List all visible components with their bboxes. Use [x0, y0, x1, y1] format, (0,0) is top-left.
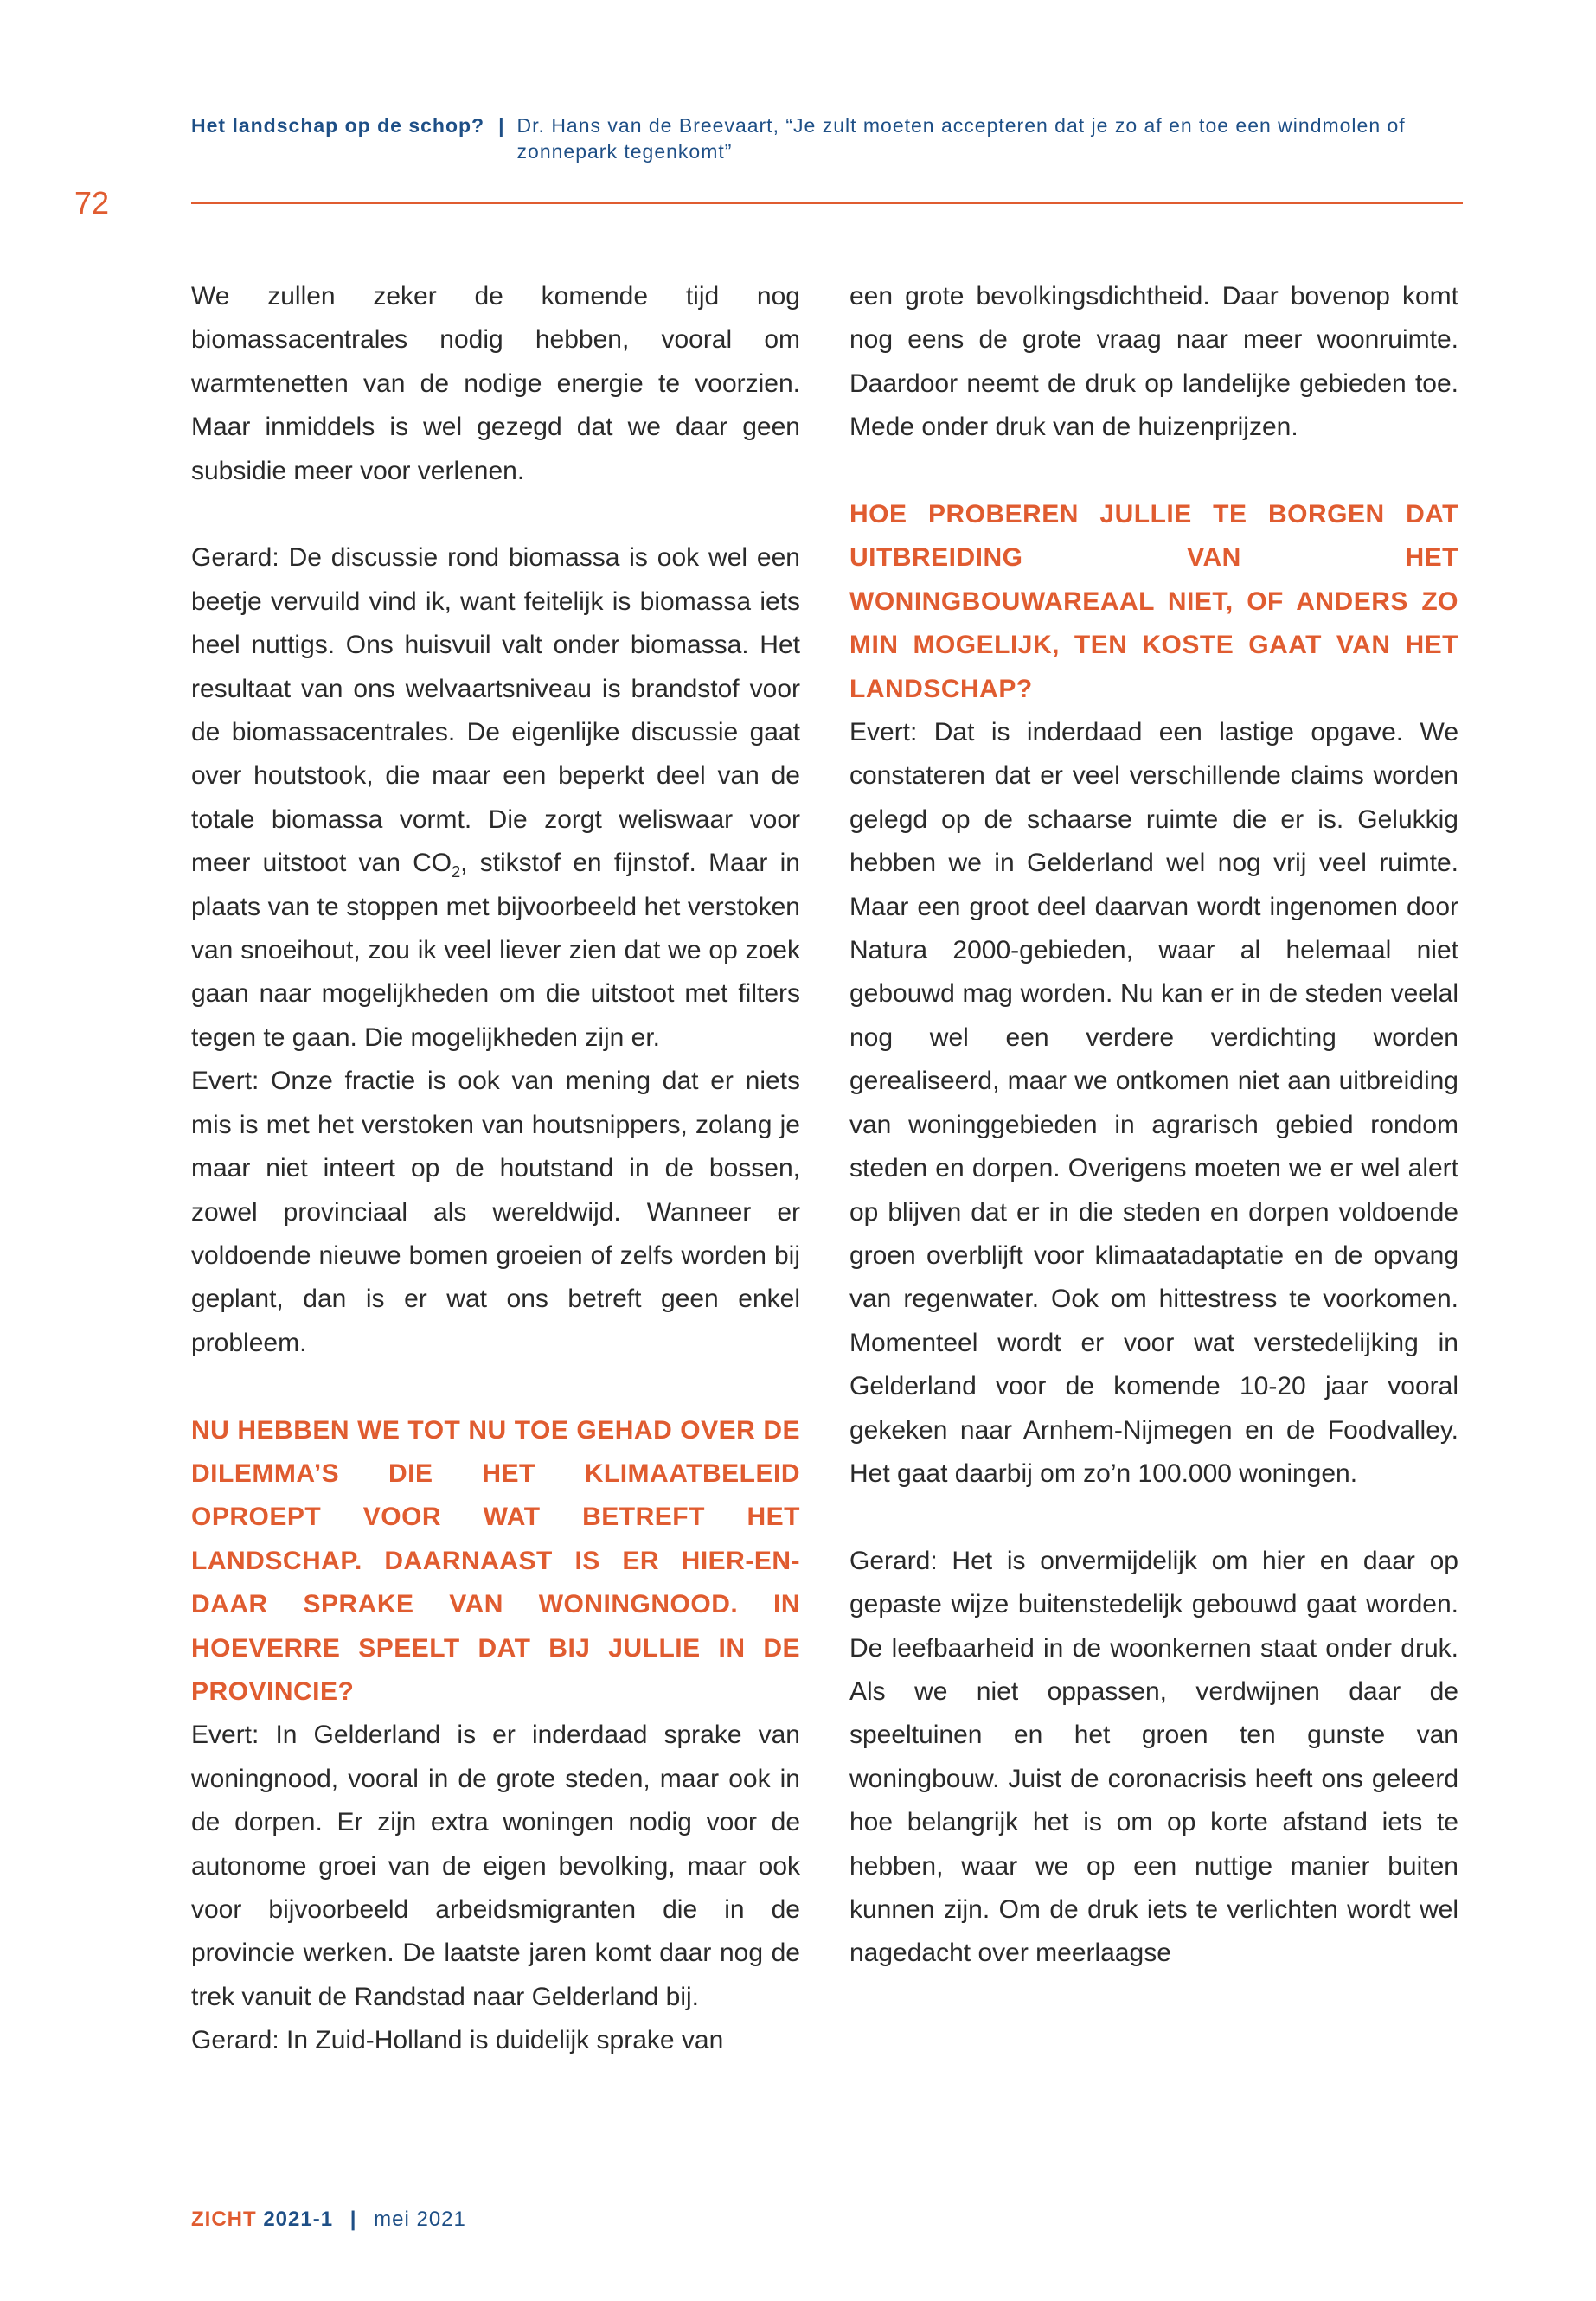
- paragraph: Evert: Onze fractie is ook van mening dat er niets mis is met het verstoken van houtsnippers, zolang je maar niet inteert op de houtstand in de bossen, zowel provinciaal als wereldwijd. Wanneer er voldoende nieuwe bomen groeien of zelfs worden bij geplant, dan is er wat ons betreft geen enkel probleem.: [191, 1067, 800, 1357]
- paragraph: Evert: Dat is inderdaad een lastige opgave. We constateren dat er veel verschillende claims worden gelegd op de schaarse ruimte die er is. Gelukkig hebben we in Gelderland wel nog vrij veel ruimte. Maar een groot deel daarvan wordt ingenomen door Natura 2000-gebieden, waar al helemaal niet gebouwd mag worden. Nu kan er in de steden veelal nog wel een verdere verdichting worden gerealiseerd, maar we ontkomen niet aan uitbreiding van woninggebieden in agrarisch gebied rondom steden en dorpen. Overigens moeten we er wel alert op blijven dat er in die steden en dorpen voldoende groen overblijft voor klimaatadaptatie en de opvang van regenwater. Ook om hittestress te voorkomen. Momenteel wordt er voor wat verstedelijking in Gelderland voor de komende 10-20 jaar vooral gekeken naar Arnhem-Nijmegen en de Foodvalley. Het gaat daarbij om zo’n 100.000 woningen.: [849, 718, 1458, 1488]
- footer-magazine: ZICHT: [191, 2208, 257, 2231]
- subscript: 2: [452, 863, 461, 881]
- text-run: , stikstof en fijnstof. Maar in plaats van te stoppen met bijvoorbeeld het verstoken van snoeihout, zou ik veel liever zien dat we op zoek gaan naar mogelijkheden om die uitstoot met filters tegen te gaan. Die mogelijkheden zijn er.: [191, 849, 800, 1052]
- paragraph: Evert: In Gelderland is er inderdaad sprake van woningnood, vooral in de grote steden, maar ook in de dorpen. Er zijn extra woningen nodig voor de autonome groei van de eigen bevolking, maar ook voor bijvoorbeeld arbeidsmigranten die in de provincie werken. De laatste jaren komt daar nog de trek vanuit de Randstad naar Gelderland bij.: [191, 1721, 800, 2011]
- paragraph-gap: [191, 1365, 800, 1408]
- footer-separator: |: [349, 2208, 357, 2231]
- footer-date: mei 2021: [374, 2208, 466, 2231]
- footer-issue: 2021-1: [263, 2208, 334, 2231]
- page-number: 72: [74, 185, 110, 221]
- paragraph: [191, 536, 800, 1060]
- interview-question: NU HEBBEN WE TOT NU TOE GEHAD OVER DE DILEMMA’S DIE HET KLIMAATBELEID OPROEPT VOOR WAT BETREFT HET LANDSCHAP. DAARNAAST IS ER HIER-EN-DAAR SPRAKE VAN WONINGNOOD. IN HOEVERRE SPEELT DAT BIJ JULLIE IN DE PROVINCIE?: [191, 1415, 800, 1706]
- interview-question: HOE PROBEREN JULLIE TE BORGEN DAT UITBREIDING VAN HET WONINGBOUWAREAAL NIET, OF ANDERS ZO MIN MOGELIJK, TEN KOSTE GAAT VAN HET LANDSCHAP?: [849, 500, 1458, 703]
- page-footer: [191, 2208, 466, 2232]
- header-rule: [191, 202, 1463, 204]
- paragraph: een grote bevolkingsdichtheid. Daar bovenop komt nog eens de grote vraag naar meer woonruimte. Daardoor neemt de druk op landelijke gebieden toe. Mede onder druk van de huizenprijzen.: [849, 282, 1458, 442]
- text-run: Gerard: De discussie rond biomassa is ook wel een beetje vervuild vind ik, want feitelijk is biomassa iets heel nuttigs. Ons huisvuil valt onder biomassa. Het resultaat van ons welvaartsniveau is brandstof voor de biomassacentrales. De eigenlijke discussie gaat over houtstook, die maar een beperkt deel van de totale biomassa vormt. Die zorgt weliswaar voor meer uitstoot van CO: [191, 543, 800, 878]
- left-column: [191, 275, 800, 2063]
- header-separator: |: [498, 114, 505, 137]
- paragraph-gap: [849, 1496, 1458, 1539]
- header-title: Het landschap op de schop?: [191, 114, 485, 137]
- header-subtitle: Dr. Hans van de Breevaart, “Je zult moeten accepteren dat je zo af en toe een windmolen of zonnepark tegenkomt”: [516, 114, 1406, 163]
- paragraph-gap: [191, 493, 800, 536]
- running-header: [191, 112, 1463, 164]
- right-column: [849, 275, 1458, 1976]
- paragraph: We zullen zeker de komende tijd nog biomassacentrales nodig hebben, vooral om warmtenetten van de nodige energie te voorzien. Maar inmiddels is wel gezegd dat we daar geen subsidie meer voor verlenen.: [191, 282, 800, 485]
- paragraph: Gerard: Het is onvermijdelijk om hier en daar op gepaste wijze buitenstedelijk gebouwd gaat worden. De leefbaarheid in de woonkernen staat onder druk. Als we niet oppassen, verdwijnen daar de speeltuinen en het groen ten gunste van woningbouw. Juist de coronacrisis heeft ons geleerd hoe belangrijk het is om op korte afstand iets te hebben, waar we op een nuttige manier buiten kunnen zijn. Om de druk iets te verlichten wordt wel nagedacht over meerlaagse: [849, 1546, 1458, 1968]
- paragraph-gap: [849, 450, 1458, 493]
- paragraph: Gerard: In Zuid-Holland is duidelijk sprake van: [191, 2026, 724, 2055]
